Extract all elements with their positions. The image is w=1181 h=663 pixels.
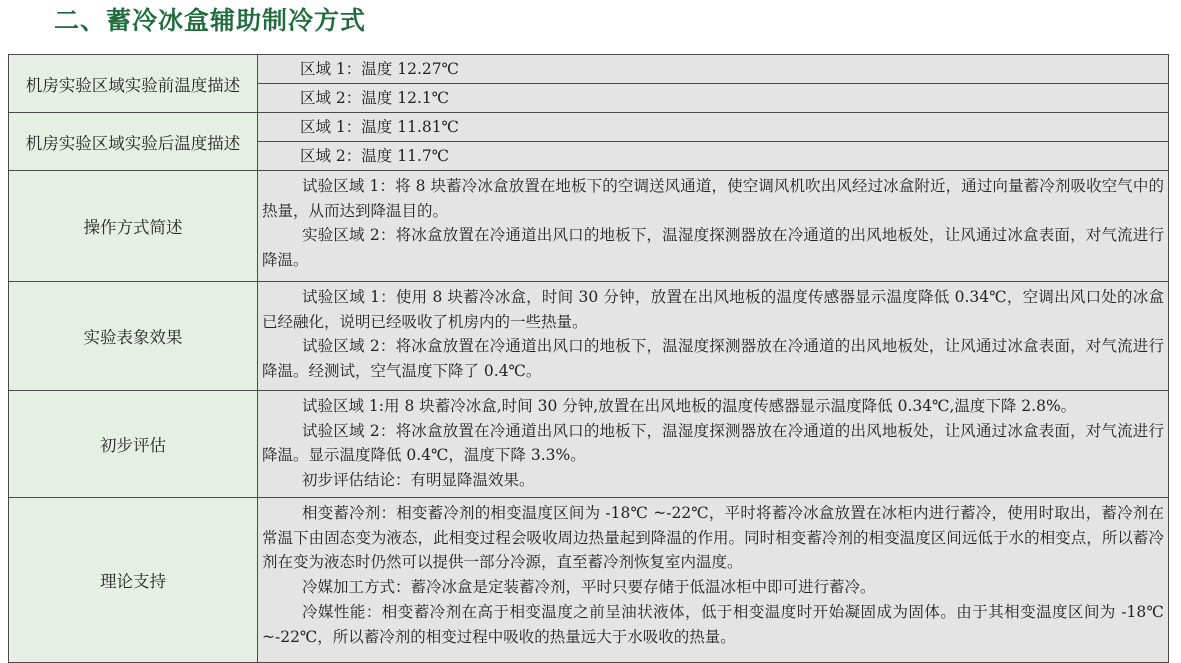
- row-label: 实验表象效果: [9, 282, 258, 391]
- table-cell: 区域 1：温度 12.27℃: [258, 55, 1169, 84]
- row-label: 机房实验区域实验后温度描述: [9, 113, 258, 171]
- row-label: 机房实验区域实验前温度描述: [9, 55, 258, 113]
- table-row: [9, 113, 1169, 142]
- table-cell: [258, 391, 1169, 498]
- row-label: 初步评估: [9, 391, 258, 498]
- table-row: [9, 391, 1169, 498]
- paragraph: 试验区域 2：将冰盒放置在冷通道出风口的地板下，温湿度探测器放在冷通道的出风地板处，让风通过冰盒表面，对气流进行降温。显示温度降低 0.4℃，温度下降 3.3%。: [262, 421, 1164, 465]
- table-cell: 区域 2：温度 11.7℃: [258, 142, 1169, 171]
- table-cell: [258, 498, 1169, 663]
- table-row: [9, 55, 1169, 84]
- paragraph: 冷媒性能：相变蓄冷剂在高于相变温度之前呈油状液体，低于相变温度时开始凝固成为固体。由于其相变温度区间为 -18℃ ~-22℃，所以蓄冷剂的相变过程中吸收的热量远大于水吸收的热量。: [262, 602, 1164, 646]
- table-row: [9, 171, 1169, 282]
- table-cell: [258, 282, 1169, 391]
- table-row: [9, 282, 1169, 391]
- paragraph: 实验区域 2：将冰盒放置在冷通道出风口的地板下，温湿度探测器放在冷通道的出风地板处，让风通过冰盒表面，对气流进行降温。: [262, 226, 1164, 270]
- paragraph: 试验区域 2：将冰盒放置在冷通道出风口的地板下，温湿度探测器放在冷通道的出风地板处，让风通过冰盒表面，对气流进行降温。经测试，空气温度下降了 0.4℃。: [262, 337, 1164, 381]
- row-label: 操作方式简述: [9, 171, 258, 282]
- experiment-table: [8, 54, 1169, 663]
- table-cell: 区域 1：温度 11.81℃: [258, 113, 1169, 142]
- paragraph: 试验区域 1：使用 8 块蓄冷冰盒，时间 30 分钟，放置在出风地板的温度传感器显示温度降低 0.34℃，空调出风口处的冰盒已经融化，说明已经吸收了机房内的一些热量。: [262, 288, 1164, 331]
- paragraph: 试验区域 1:用 8 块蓄冷冰盒,时间 30 分钟,放置在出风地板的温度传感器显示温度降低 0.34℃,温度下降 2.8%。: [302, 397, 1077, 415]
- paragraph: 冷媒加工方式：蓄冷冰盒是定装蓄冷剂，平时只要存储于低温冰柜中即可进行蓄冷。: [302, 578, 876, 597]
- paragraph: 初步评估结论：有明显降温效果。: [302, 471, 535, 490]
- table-row: [9, 498, 1169, 663]
- paragraph: 试验区域 1：将 8 块蓄冷冰盒放置在地板下的空调送风通道，使空调风机吹出风经过冰盒附近，通过向量蓄冷剂吸收空气中的热量，从而达到降温目的。: [262, 177, 1164, 220]
- table-cell: [258, 171, 1169, 282]
- paragraph: 相变蓄冷剂：相变蓄冷剂的相变温度区间为 -18℃ ~-22℃，平时将蓄冷冰盒放置在冰柜内进行蓄冷，使用时取出，蓄冷剂在常温下由固态变为液态，此相变过程会吸收周边热量起到降温的作用。同时相变蓄冷剂的相变温度区间远低于水的相变点，所以蓄冷剂在变为液态时仍然可以提供一部分冷源，直至蓄冷剂恢复室内温度。: [262, 504, 1164, 572]
- row-label: 理论支持: [9, 498, 258, 663]
- page-title: 二、蓄冷冰盒辅助制冷方式: [54, 6, 367, 35]
- table-cell: 区域 2：温度 12.1℃: [258, 84, 1169, 113]
